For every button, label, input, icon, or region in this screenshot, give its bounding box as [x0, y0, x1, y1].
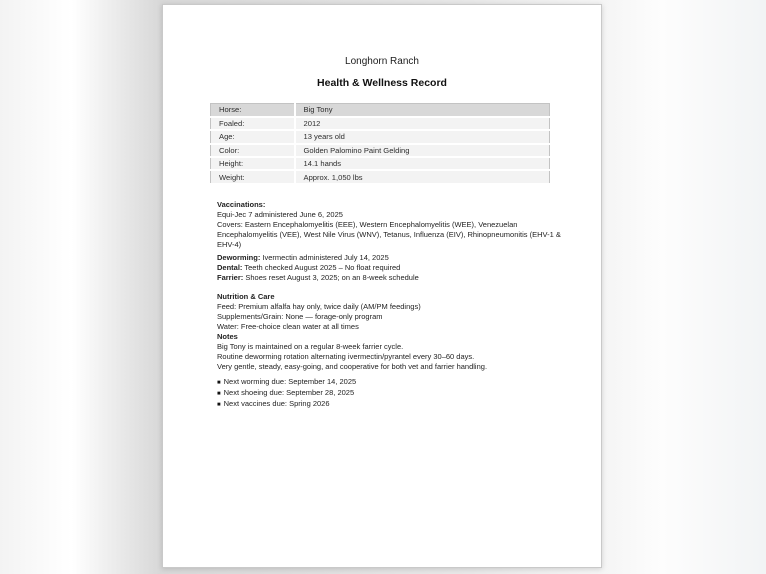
nutrition-heading: Nutrition & Care: [217, 292, 275, 301]
care-schedule-line: [217, 263, 563, 273]
care-schedule-text: Ivermectin administered July 14, 2025: [260, 253, 389, 262]
profile-field-label: Color:: [211, 144, 295, 157]
page-title: Health & Wellness Record: [317, 77, 447, 89]
vaccinations-heading: Vaccinations:: [217, 200, 266, 209]
care-schedule-label: Deworming:: [217, 253, 261, 262]
care-schedule-section: [217, 253, 563, 283]
care-schedule-line: [217, 253, 563, 263]
reminder-item: [217, 388, 563, 399]
care-schedule-text: Shoes reset August 3, 2025; on an 8-week schedule: [243, 273, 419, 282]
ranch-name: Longhorn Ranch: [345, 56, 419, 67]
profile-field-value: Golden Palomino Paint Gelding: [295, 144, 550, 157]
document-page: [162, 4, 602, 568]
profile-field-label: Horse:: [211, 104, 295, 117]
table-row: [211, 144, 550, 157]
table-row: [211, 104, 550, 117]
profile-table-body: [211, 104, 550, 184]
care-schedule-label: Farrier:: [217, 273, 244, 282]
care-schedule-line: [217, 273, 563, 283]
square-bullet-icon: ■: [217, 401, 221, 408]
vaccinations-line: Covers: Eastern Encephalomyelitis (EEE), Western Encephalomyelitis (WEE), Venezuelan Encephalomyelitis (VEE), West Nile Virus (WNV), Tetanus, Influenza (EIV), Rhinopneumonitis (EHV-1 & EHV-4): [217, 220, 561, 249]
profile-field-value: Approx. 1,050 lbs: [295, 170, 550, 183]
notes-section: [217, 332, 563, 372]
nutrition-line: Water: Free-choice clean water at all times: [217, 322, 359, 331]
profile-field-value: Big Tony: [295, 104, 550, 117]
profile-field-value: 13 years old: [295, 130, 550, 143]
reminder-item: [217, 399, 563, 410]
nutrition-line: Supplements/Grain: None — forage-only program: [217, 312, 383, 321]
table-row: [211, 130, 550, 143]
profile-field-label: Height:: [211, 157, 295, 170]
care-schedule-label: Dental:: [217, 263, 243, 272]
square-bullet-icon: ■: [217, 379, 221, 386]
notes-heading: Notes: [217, 332, 238, 341]
nutrition-line: Feed: Premium alfalfa hay only, twice daily (AM/PM feedings): [217, 302, 421, 311]
vaccinations-section: [217, 200, 563, 250]
profile-field-label: Age:: [211, 130, 295, 143]
table-row: [211, 170, 550, 183]
notes-line: Very gentle, steady, easy-going, and cooperative for both vet and farrier handling.: [217, 362, 488, 371]
profile-field-value: 2012: [295, 117, 550, 130]
table-row: [211, 157, 550, 170]
profile-field-label: Weight:: [211, 170, 295, 183]
vaccinations-line: Equi-Jec 7 administered June 6, 2025: [217, 210, 343, 219]
profile-field-value: 14.1 hands: [295, 157, 550, 170]
notes-line: Big Tony is maintained on a regular 8-week farrier cycle.: [217, 342, 404, 351]
reminders-list: [217, 377, 563, 410]
nutrition-section: [217, 292, 563, 332]
reminder-text: Next shoeing due: September 28, 2025: [223, 388, 355, 397]
table-row: [211, 117, 550, 130]
notes-line: Routine deworming rotation alternating ivermectin/pyrantel every 30–60 days.: [217, 352, 475, 361]
square-bullet-icon: ■: [217, 390, 221, 397]
reminder-text: Next worming due: September 14, 2025: [223, 377, 357, 386]
reminder-item: [217, 377, 563, 388]
reminder-text: Next vaccines due: Spring 2026: [223, 399, 330, 408]
profile-field-label: Foaled:: [211, 117, 295, 130]
horse-profile-table: [210, 103, 550, 185]
care-schedule-text: Teeth checked August 2025 – No float required: [242, 263, 401, 272]
